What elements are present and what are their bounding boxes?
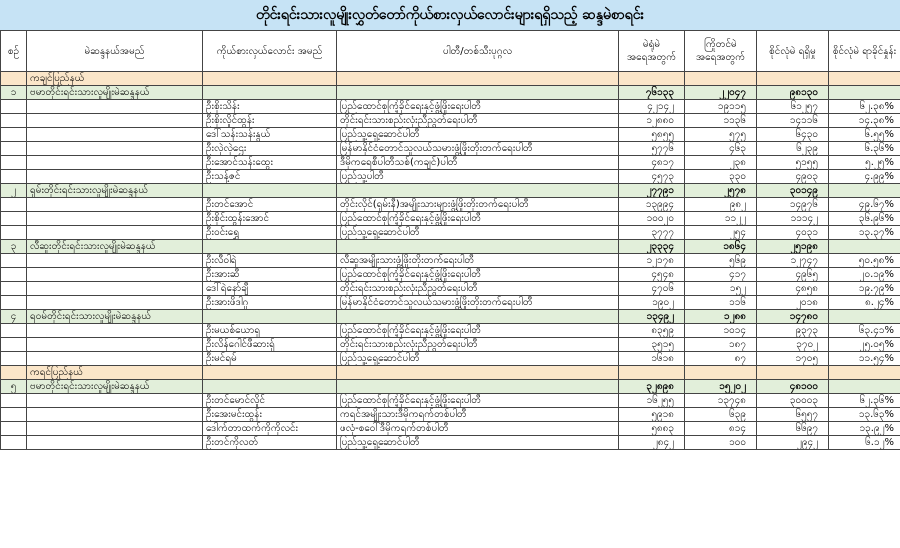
- cell-candidate: [203, 86, 337, 100]
- cell-v1: ၁၆၂၅၅: [619, 394, 685, 408]
- cell-no: [1, 128, 27, 142]
- cell-pct: ၂၅.၀၅%: [829, 338, 900, 352]
- cell-pct: [829, 366, 900, 380]
- header-constituency: မဲဆန္ဒနယ်အမည်: [27, 31, 203, 72]
- cell-candidate: ဦးစိုးသိန်း: [203, 100, 337, 114]
- cell-pct: [829, 72, 900, 86]
- cell-v1: ၂၇၇၉၁: [619, 184, 685, 198]
- region-row: [1, 72, 900, 86]
- cell-v2: ၃၃၀: [685, 170, 757, 184]
- cell-v2: ၂၂၀၄၇: [685, 86, 757, 100]
- cell-candidate: [203, 72, 337, 86]
- cell-no: ၂: [1, 184, 27, 198]
- cell-v2: ၁၈၇: [685, 338, 757, 352]
- cell-v3: ၆၂၃၉: [757, 142, 829, 156]
- cell-pct: [829, 240, 900, 254]
- cell-candidate: ဦးသန့်ဇင်: [203, 170, 337, 184]
- cell-constituency: [27, 352, 203, 366]
- cell-constituency: [27, 282, 203, 296]
- cell-v1: ၈၃၅၉: [619, 324, 685, 338]
- cell-candidate: ဦးမင်ရမ်: [203, 352, 337, 366]
- cell-pct: ၁၉.၇၉%: [829, 282, 900, 296]
- cell-v3: [757, 366, 829, 380]
- cell-v1: ၃၂၈၉၈: [619, 380, 685, 394]
- cell-v1: ၁၃၉၉၄: [619, 198, 685, 212]
- cell-party: ပြည်သူ့ရှေ့ဆောင်ပါတီ: [337, 128, 619, 142]
- cell-v1: ၄၇၀၆: [619, 282, 685, 296]
- cell-constituency: ရဝမ်တိုင်းရင်းသားလူမျိုးမဲဆန္ဒနယ်: [27, 310, 203, 324]
- cell-candidate: ဦးဝင်းရွှေ: [203, 226, 337, 240]
- cell-party: တိုင်းရင်းသားစည်းလုံးညီညွတ်ရေးပါတီ: [337, 282, 619, 296]
- table-row: [1, 338, 900, 352]
- cell-no: [1, 100, 27, 114]
- table-row: [1, 324, 900, 338]
- cell-v2: ၈၁၄: [685, 422, 757, 436]
- cell-pct: ၆.၅၅%: [829, 128, 900, 142]
- cell-v3: ၄၀၃၁: [757, 226, 829, 240]
- cell-pct: ၈.၂၄%: [829, 296, 900, 310]
- constituency-row: [1, 240, 900, 254]
- cell-v2: ၁၁၂၂: [685, 212, 757, 226]
- cell-no: [1, 254, 27, 268]
- cell-v1: ၅၇၇၆: [619, 142, 685, 156]
- cell-no: [1, 324, 27, 338]
- cell-v2: ၁၁၃၆: [685, 114, 757, 128]
- cell-constituency: [27, 254, 203, 268]
- table-row: [1, 114, 900, 128]
- cell-v2: [685, 72, 757, 86]
- cell-party: [337, 86, 619, 100]
- cell-pct: ၆.၃၆%: [829, 142, 900, 156]
- cell-no: [1, 72, 27, 86]
- cell-v3: ၆၄၃၀: [757, 128, 829, 142]
- cell-v1: ၃၇၇၇: [619, 226, 685, 240]
- cell-no: [1, 436, 27, 450]
- cell-v2: ၂၃၈: [685, 156, 757, 170]
- cell-candidate: ဦးတင်ကိုလတ်: [203, 436, 337, 450]
- cell-party: မြန်မာနိုင်ငံတောင်သူလယ်သမားဖွံ့ဖြိုးတိုးတက်ရေးပါတီ: [337, 296, 619, 310]
- cell-v2: ၁၀၁၄: [685, 324, 757, 338]
- cell-party: ပြည်သူ့ရှေ့ဆောင်ပါတီ: [337, 226, 619, 240]
- cell-v3: ၁၄၉၇၆: [757, 198, 829, 212]
- header-no: စဉ်: [1, 31, 27, 72]
- table-row: [1, 226, 900, 240]
- cell-constituency: [27, 100, 203, 114]
- cell-no: [1, 198, 27, 212]
- table-row: [1, 156, 900, 170]
- cell-v3: ၉၃၇၃: [757, 324, 829, 338]
- cell-candidate: ဦးအောင်သန်းထွေး: [203, 156, 337, 170]
- region-row: [1, 366, 900, 380]
- cell-pct: ၁၃.၉၂%: [829, 422, 900, 436]
- cell-no: [1, 408, 27, 422]
- table-row: [1, 198, 900, 212]
- table-row: [1, 282, 900, 296]
- table-row: [1, 268, 900, 282]
- cell-no: [1, 366, 27, 380]
- cell-no: ၅: [1, 380, 27, 394]
- header-valid-votes: မဲရုံမဲ အရေအတွက်: [619, 31, 685, 72]
- cell-constituency: [27, 394, 203, 408]
- cell-party: ဒီမိုကရေစီပါတီသစ်(ကချင်)ပါတီ: [337, 156, 619, 170]
- cell-party: ပြည်ထောင်စုကြံ့ခိုင်ရေးနှင့်ဖွံ့ဖြိုးရေးပါတီ: [337, 268, 619, 282]
- cell-candidate: ဦးတင်မောင်လှိုင်: [203, 394, 337, 408]
- cell-v2: ၉၈၂: [685, 198, 757, 212]
- cell-constituency: [27, 268, 203, 282]
- cell-constituency: [27, 170, 203, 184]
- cell-v2: ၁၅၂: [685, 282, 757, 296]
- cell-v2: ၅၆၉: [685, 254, 757, 268]
- cell-v2: ၁၅၂၀၂: [685, 380, 757, 394]
- cell-v2: [685, 366, 757, 380]
- cell-party: ကရင်အမျိုးသားဒီမိုကရက်တစ်ပါတီ: [337, 408, 619, 422]
- cell-candidate: ဦးလိန်ဂေါင်ဖီဆားရှ်: [203, 338, 337, 352]
- cell-no: [1, 114, 27, 128]
- cell-no: [1, 226, 27, 240]
- cell-v1: ၇၆၁၃၃: [619, 86, 685, 100]
- header-percent: စိုင်လုံမဲ ရာခိုင်နှုန်း: [829, 31, 900, 72]
- cell-party: မြန်မာနိုင်ငံတောင်သူလယ်သမားဖွံ့ဖြိုးတိုးတက်ရေးပါတီ: [337, 142, 619, 156]
- cell-v2: ၁၃၇၄၈: [685, 394, 757, 408]
- cell-party: တိုင်းလိုင်(ရှမ်းနီ)အမျိုးသားများဖွံ့ဖြိုးတိုးတက်ရေးပါတီ: [337, 198, 619, 212]
- constituency-row: [1, 86, 900, 100]
- cell-pct: ၄.၉၉%: [829, 170, 900, 184]
- cell-candidate: ဦးလီဝါရဲ: [203, 254, 337, 268]
- cell-candidate: [203, 366, 337, 380]
- cell-no: [1, 394, 27, 408]
- cell-party: [337, 380, 619, 394]
- table-row: [1, 352, 900, 366]
- cell-pct: ၅၀.၅၈%: [829, 254, 900, 268]
- cell-no: [1, 212, 27, 226]
- cell-pct: [829, 310, 900, 324]
- cell-pct: ၁၃.၃၇%: [829, 226, 900, 240]
- cell-party: ပြည်ထောင်စုကြံ့ခိုင်ရေးနှင့်ဖွံ့ဖြိုးရေးပါတီ: [337, 394, 619, 408]
- cell-pct: [829, 380, 900, 394]
- table-row: [1, 254, 900, 268]
- cell-pct: ၃၆.၉၆%: [829, 212, 900, 226]
- cell-constituency: ဗမာတိုင်းရင်းသားလူမျိုးမဲဆန္ဒနယ်: [27, 380, 203, 394]
- cell-constituency: [27, 114, 203, 128]
- cell-constituency: [27, 324, 203, 338]
- cell-v1: ၅၉၁၈: [619, 408, 685, 422]
- table-row: [1, 212, 900, 226]
- cell-v1: ၁၉၀၂: [619, 296, 685, 310]
- cell-party: ပြည်ထောင်စုကြံ့ခိုင်ရေးနှင့်ဖွံ့ဖြိုးရေးပါတီ: [337, 100, 619, 114]
- cell-v2: ၄၁၇: [685, 268, 757, 282]
- cell-v3: ၄၉၀၃: [757, 170, 829, 184]
- cell-v1: ၅၈၅၅: [619, 128, 685, 142]
- cell-v3: ၄၈၁၀၀: [757, 380, 829, 394]
- cell-v2: ၈၇: [685, 352, 757, 366]
- cell-party: [337, 184, 619, 198]
- constituency-row: [1, 380, 900, 394]
- cell-party: [337, 72, 619, 86]
- cell-v1: ၁၂၁၇၈: [619, 254, 685, 268]
- cell-no: [1, 170, 27, 184]
- cell-candidate: ဦးအေးမင်းထွန်း: [203, 408, 337, 422]
- cell-candidate: ဦးစိုးလှိုင်ထွန်း: [203, 114, 337, 128]
- cell-candidate: [203, 184, 337, 198]
- cell-candidate: ဒေါ်ရဲနော်ချီ: [203, 282, 337, 296]
- cell-v3: [757, 72, 829, 86]
- cell-no: ၁: [1, 86, 27, 100]
- cell-v3: ၂၉၄၂: [757, 436, 829, 450]
- cell-constituency: [27, 338, 203, 352]
- cell-v1: ၃၅၁၅: [619, 338, 685, 352]
- cell-candidate: ဦးလှဲလှဲဌေး: [203, 142, 337, 156]
- cell-constituency: [27, 408, 203, 422]
- cell-constituency: [27, 142, 203, 156]
- constituency-row: [1, 310, 900, 324]
- cell-party: ပြည်ထောင်စုကြံ့ခိုင်ရေးနှင့်ဖွံ့ဖြိုးရေးပါတီ: [337, 324, 619, 338]
- cell-pct: ၁၄.၃၈%: [829, 114, 900, 128]
- cell-party: တိုင်းရင်းသားစည်းလုံးညီညွတ်ရေးပါတီ: [337, 114, 619, 128]
- cell-pct: [829, 86, 900, 100]
- table-body: [1, 72, 900, 450]
- cell-v1: ၂၈၄၂: [619, 436, 685, 450]
- cell-v3: ၆၁၂၅၇: [757, 100, 829, 114]
- table-row: [1, 296, 900, 310]
- cell-pct: ၄၉.၆၇%: [829, 198, 900, 212]
- cell-v3: ၁၁၁၄၂: [757, 212, 829, 226]
- header-row: [1, 31, 900, 72]
- cell-pct: ၅.၂၅%: [829, 156, 900, 170]
- cell-pct: ၁၃.၆၃%: [829, 408, 900, 422]
- header-advance-votes: ကြိုတင်မဲ အရေအတွက်: [685, 31, 757, 72]
- cell-v1: ၁၃၄၉၂: [619, 310, 685, 324]
- cell-v2: ၁၁၆: [685, 296, 757, 310]
- cell-constituency: [27, 128, 203, 142]
- cell-v3: ၁၄၁၁၆: [757, 114, 829, 128]
- cell-candidate: ဦးတင်အောင်: [203, 198, 337, 212]
- cell-party: [337, 366, 619, 380]
- cell-pct: ၆၃.၄၁%: [829, 324, 900, 338]
- cell-party: ပြည်သူ့ရှေ့ဆောင်ပါတီ: [337, 436, 619, 450]
- cell-party: [337, 310, 619, 324]
- cell-constituency: ကရင်ပြည်နယ်: [27, 366, 203, 380]
- cell-candidate: ဦးအားဆီ: [203, 268, 337, 282]
- cell-no: ၄: [1, 310, 27, 324]
- table-row: [1, 170, 900, 184]
- cell-v3: ၁၄၇၈၀: [757, 310, 829, 324]
- cell-no: [1, 352, 27, 366]
- cell-v2: ၄၆၃: [685, 142, 757, 156]
- cell-candidate: [203, 380, 337, 394]
- cell-v1: ၄၅၄၈: [619, 268, 685, 282]
- cell-candidate: ဦးမယစ်ယောရှ: [203, 324, 337, 338]
- cell-constituency: [27, 156, 203, 170]
- cell-v3: ၉၈၁၃၀: [757, 86, 829, 100]
- table-row: [1, 436, 900, 450]
- cell-v2: ၂၅၇၈: [685, 184, 757, 198]
- cell-no: [1, 268, 27, 282]
- cell-v1: ၂၃၃၃၄: [619, 240, 685, 254]
- cell-party: တိုင်းရင်းသားစည်းလုံးညီညွတ်ရေးပါတီ: [337, 338, 619, 352]
- cell-v3: ၁၂၇၄၇: [757, 254, 829, 268]
- cell-candidate: ဦးအားဖိဒါဂူ: [203, 296, 337, 310]
- header-candidate: ကိုယ်စားလှယ်လောင်း အမည်: [203, 31, 337, 72]
- cell-v3: ၂၅၁၉၈: [757, 240, 829, 254]
- cell-no: [1, 338, 27, 352]
- cell-v3: ၅၁၅၅: [757, 156, 829, 170]
- cell-v1: ၄၂၁၄၂: [619, 100, 685, 114]
- cell-v1: ၁၂၈၈၀: [619, 114, 685, 128]
- cell-constituency: လီဆူးတိုင်းရင်းသားလူမျိုးမဲဆန္ဒနယ်: [27, 240, 203, 254]
- table-row: [1, 408, 900, 422]
- table-row: [1, 422, 900, 436]
- cell-v3: ၆၅၅၇: [757, 408, 829, 422]
- cell-constituency: [27, 436, 203, 450]
- table-row: [1, 100, 900, 114]
- cell-v1: ၁၆၁၈: [619, 352, 685, 366]
- cell-v3: ၂၀၁၈: [757, 296, 829, 310]
- cell-party: ပြည်ထောင်စုကြံ့ခိုင်ရေးနှင့်ဖွံ့ဖြိုးရေးပါတီ: [337, 212, 619, 226]
- cell-pct: ၆၂.၃၆%: [829, 394, 900, 408]
- cell-v2: ၆၃၉: [685, 408, 757, 422]
- cell-no: [1, 282, 27, 296]
- cell-v1: [619, 366, 685, 380]
- cell-v2: ၁၀၀: [685, 436, 757, 450]
- cell-v1: ၄၈၁၇: [619, 156, 685, 170]
- cell-party: ပြည်သူ့ပါတီ: [337, 170, 619, 184]
- table-row: [1, 394, 900, 408]
- cell-constituency: [27, 296, 203, 310]
- cell-no: [1, 156, 27, 170]
- cell-v2: ၁၂၈၈: [685, 310, 757, 324]
- cell-pct: ၆.၁၂%: [829, 436, 900, 450]
- results-table: [0, 30, 900, 450]
- cell-party: ပြည်သူ့ရှေ့ဆောင်ပါတီ: [337, 352, 619, 366]
- cell-candidate: ဒေါ်သန်းသန်းနွယ်: [203, 128, 337, 142]
- cell-v3: ၃၀၀၀၃: [757, 394, 829, 408]
- cell-constituency: [27, 212, 203, 226]
- cell-v3: ၁၇၀၅: [757, 352, 829, 366]
- cell-v3: ၄၈၅၈: [757, 282, 829, 296]
- table-row: [1, 128, 900, 142]
- cell-candidate: [203, 240, 337, 254]
- cell-party: လီဆူအမျိုးသားဖွံ့ဖြိုးတိုးတက်ရေးပါတီ: [337, 254, 619, 268]
- cell-constituency: [27, 198, 203, 212]
- page-title: တိုင်းရင်းသားလူမျိုးလွှတ်တော်ကိုယ်စားလှယ်လောင်းများရရှိသည့် ဆန္ဒမဲစာရင်း: [0, 0, 900, 30]
- cell-v2: ၂၅၄: [685, 226, 757, 240]
- cell-v2: ၅၇၅: [685, 128, 757, 142]
- cell-no: [1, 422, 27, 436]
- cell-v3: ၃၇၀၂: [757, 338, 829, 352]
- constituency-row: [1, 184, 900, 198]
- cell-constituency: [27, 226, 203, 240]
- table-row: [1, 142, 900, 156]
- cell-candidate: [203, 310, 337, 324]
- cell-v2: ၁၈၆၄: [685, 240, 757, 254]
- cell-v3: ၃၀၁၄၉: [757, 184, 829, 198]
- cell-party: ဖလုံ-စဝေါ်ဒီမိုကရက်တစ်ပါတီ: [337, 422, 619, 436]
- cell-pct: ၂၀.၁၉%: [829, 268, 900, 282]
- cell-v1: ၅၈၈၃: [619, 422, 685, 436]
- cell-v3: ၄၉၆၅: [757, 268, 829, 282]
- cell-v1: ၁၀၀၂၀: [619, 212, 685, 226]
- cell-pct: [829, 184, 900, 198]
- header-party: ပါတီ/တစ်သီးပုဂ္ဂလ: [337, 31, 619, 72]
- cell-constituency: ဗမာတိုင်းရင်းသားလူမျိုးမဲဆန္ဒနယ်: [27, 86, 203, 100]
- cell-party: [337, 240, 619, 254]
- cell-candidate: ဦးစိုင်းထွန်းအောင်: [203, 212, 337, 226]
- cell-constituency: [27, 422, 203, 436]
- cell-no: ၃: [1, 240, 27, 254]
- cell-no: [1, 296, 27, 310]
- cell-candidate: ဒေါက်တာထက်ကိုကိုလင်း: [203, 422, 337, 436]
- cell-v1: ၄၅၇၃: [619, 170, 685, 184]
- cell-pct: ၆၂.၃၈%: [829, 100, 900, 114]
- cell-v3: ၆၆၉၇: [757, 422, 829, 436]
- cell-pct: ၁၁.၅၄%: [829, 352, 900, 366]
- header-total-votes: စိုင်လုံမဲ ရရှိမှု: [757, 31, 829, 72]
- cell-constituency: ရှမ်းတိုင်းရင်းသားလူမျိုးမဲဆန္ဒနယ်: [27, 184, 203, 198]
- cell-v1: [619, 72, 685, 86]
- cell-constituency: ကချင်ပြည်နယ်: [27, 72, 203, 86]
- cell-no: [1, 142, 27, 156]
- cell-v2: ၁၉၁၁၅: [685, 100, 757, 114]
